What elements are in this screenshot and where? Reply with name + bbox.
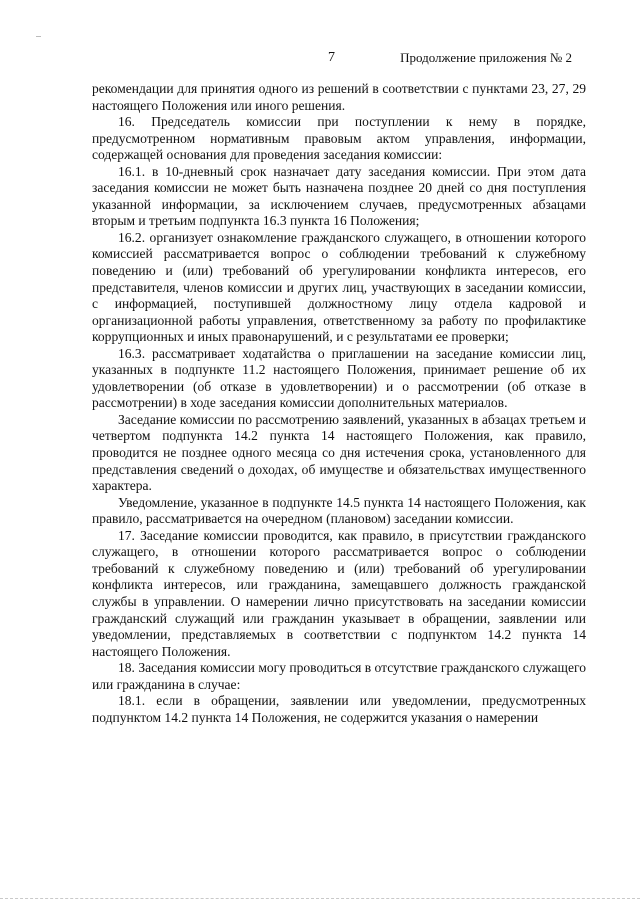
- paragraph-continuation: рекомендации для принятия одного из решений в соответствии с пунктами 23, 27, 29 настоящего Положения или иного решения.: [92, 81, 586, 113]
- paragraph-16-3: 16.3. рассматривает ходатайства о приглашении на заседание комиссии лиц, указанных в подпункте 11.2 настоящего Положения, принимает решение об их удовлетворении (об отказе в удовлетворении) и о рассмотрении (об отказе в рассмотрении) в ходе заседания комиссии дополнительных материалов.: [92, 345, 586, 411]
- document-body: [92, 81, 586, 726]
- paragraph-17: 17. Заседание комиссии проводится, как правило, в присутствии гражданского служащего, в отношении которого рассматривается вопрос о соблюдении требований к служебному поведению и (или) требований об урегулировании конфликта интересов, или гражданина, замещавшего должность гражданской службы в управлении. О намерении лично присутствовать на заседании комиссии гражданский служащий или гражданин указывает в обращении, заявлении или уведомлении, представляемых в соответствии с подпунктом 14.2 пункта 14 настоящего Положения.: [92, 527, 586, 659]
- paragraph-18-1: 18.1. если в обращении, заявлении или уведомлении, предусмотренных подпунктом 14.2 пункта 14 Положения, не содержится указания о намерении: [92, 693, 586, 725]
- scan-bottom-edge: [0, 898, 640, 900]
- page-number: 7: [328, 50, 335, 65]
- appendix-label: Продолжение приложения № 2: [400, 50, 572, 65]
- paragraph-meeting-applications: Заседание комиссии по рассмотрению заявлений, указанных в абзацах третьем и четвертом подпункта 14.2 пункта 14 настоящего Положения, как правило, проводится не позднее одного месяца со дня истечения срока, установленного для представления сведений о доходах, об имуществе и обязательствах имущественного характера.: [92, 411, 586, 494]
- paragraph-16: 16. Председатель комиссии при поступлении к нему в порядке, предусмотренном нормативным правовым актом управления, информации, содержащей основания для проведения заседания комиссии:: [92, 114, 586, 163]
- paragraph-18: 18. Заседания комиссии могу проводиться в отсутствие гражданского служащего или гражданина в случае:: [92, 660, 586, 692]
- paragraph-16-2: 16.2. организует ознакомление гражданского служащего, в отношении которого комиссией рассматривается вопрос о соблюдении требований к служебному поведению и (или) требований об урегулировании конфликта интересов, его представителя, членов комиссии и других лиц, участвующих в заседании комиссии, с информацией, поступившей должностному лицу отдела кадровой и организационной работы управления, ответственному за работу по профилактике коррупционных и иных правонарушений, и с результатами ее проверки;: [92, 229, 586, 345]
- paragraph-notification: Уведомление, указанное в подпункте 14.5 пункта 14 настоящего Положения, как правило, рассматривается на очередном (плановом) заседании комиссии.: [92, 494, 586, 527]
- scan-margin-mark: [36, 36, 41, 37]
- paragraph-16-1: 16.1. в 10-дневный срок назначает дату заседания комиссии. При этом дата заседания комиссии не может быть назначена позднее 20 дней со дня поступления указанной информации, за исключением случаев, предусмотренных абзацами вторым и третьим подпункта 16.3 пункта 16 Положения;: [92, 163, 586, 229]
